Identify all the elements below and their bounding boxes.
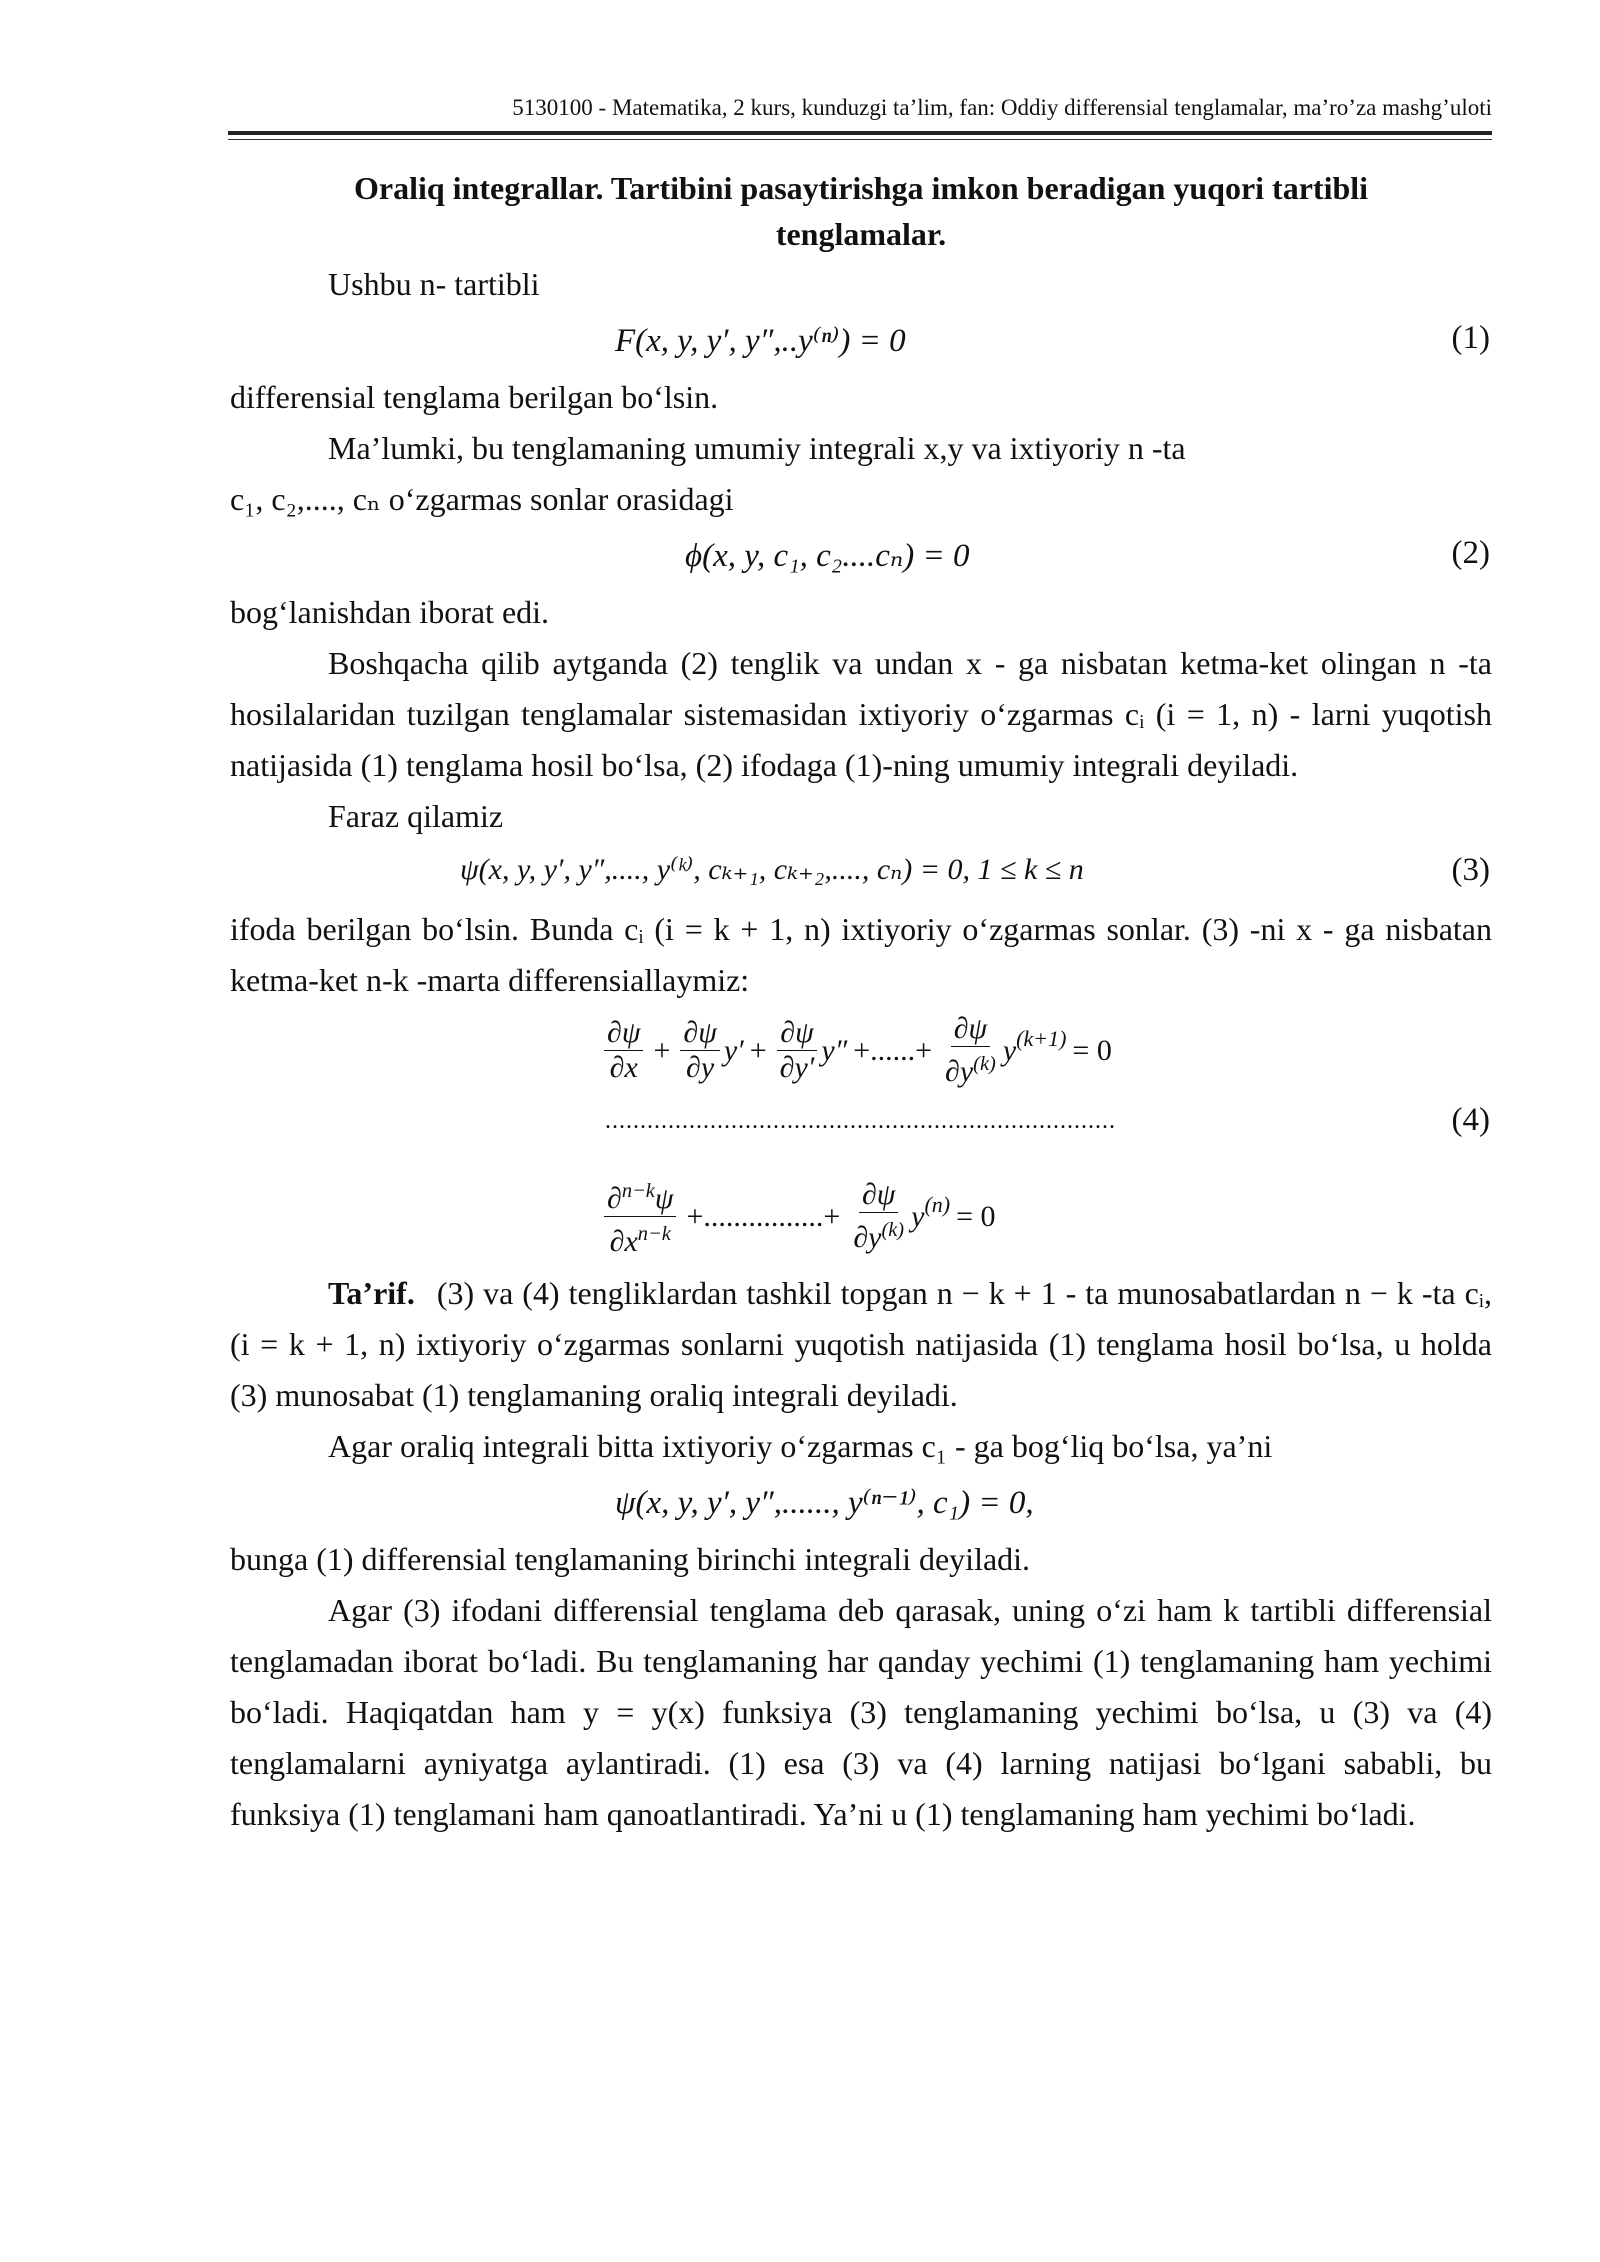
equation-1-formula: F(x, y, y′, y″,..y⁽ⁿ⁾) = 0 (615, 323, 906, 359)
paragraph-suppose: Faraz qilamiz (328, 798, 504, 834)
system-line-2: ......................................................................... (605, 1108, 1116, 1134)
paragraph-first-integral: Agar oraliq integrali bitta ixtiyoriy o‘zgarmas c₁ - ga bog‘liq bo‘lsa, ya’ni (328, 1428, 1273, 1464)
system-line-3: ∂$^{n-k}$ψ $\partial x^{n-k}$ +................+ $\frac{\partial\psi}{\partial y^{(k)}}$ $y^{(n)}$ = 0 (600, 1174, 1002, 1259)
section-title (230, 165, 1492, 257)
equation-1-number: (1) (1451, 320, 1490, 356)
title-line-2: tenglamalar. (775, 216, 947, 252)
equation-system-4 (230, 1006, 1492, 1268)
header-rule-thick (228, 131, 1492, 135)
equation-3-number: (3) (1451, 852, 1490, 888)
paragraph-relation: bog‘lanishdan iborat edi. (230, 594, 550, 630)
equation-3 (230, 842, 1492, 904)
header-rule-thin (228, 139, 1492, 140)
paragraph-constants: ifoda berilgan bo‘lsin. Bunda cᵢ (i = k + 1, n) ixtiyoriy o‘zgarmas sonlar. (3) -ni x - ga nisbatan ketma-ket n-k -marta differensiallaymiz: (230, 911, 1492, 998)
equation-3-formula: ψ(x, y, y′, y″,...., y⁽ᵏ⁾, cₖ₊₁, cₖ₊₂,...., cₙ) = 0, 1 ≤ k ≤ n (460, 853, 1084, 886)
paragraph-general-integral-b: c₁, c₂,...., cₙ o‘zgarmas sonlar orasidagi (230, 481, 734, 517)
document-body (230, 165, 1492, 1840)
definition-label: Ta’rif. (328, 1275, 415, 1311)
paragraph-first-integral-def: bunga (1) differensial tenglamaning birinchi integrali deyiladi. (230, 1541, 1031, 1577)
equation-1 (230, 310, 1492, 372)
equation-2-formula: ϕ(x, y, c₁, c₂....cₙ) = 0 (685, 538, 970, 574)
equation-5 (230, 1472, 1492, 1534)
paragraph-conclusion: Agar (3) ifodani differensial tenglama deb qarasak, uning o‘zi ham k tartibli differensial tenglamadan iborat bo‘ladi. Bu tenglamaning har qanday yechimi (1) tenglamaning ham yechimi bo‘ladi. Haqiqatdan ham y = y(x) funksiya (3) tenglamaning yechimi bo‘lsa, u (3) va (4) tenglamalarni ayniyatga aylantiradi. (1) esa (3) va (4) larning natijasi bo‘lgani sababli, bu funksiya (1) tenglamani ham qanoatlantiradi. Ya’ni u (1) tenglamaning ham yechimi bo‘ladi. (230, 1592, 1492, 1832)
equation-2 (230, 525, 1492, 587)
paragraph-definition (230, 1268, 1492, 1421)
title-line-1: Oraliq integrallar. Tartibini pasaytirishga imkon beradigan yuqori tartibli (353, 170, 1369, 206)
equation-5-formula: ψ(x, y, y′, y″,......, y⁽ⁿ⁻¹⁾, c₁) = 0, (615, 1485, 1034, 1521)
page-header: 5130100 - Matematika, 2 kurs, kunduzgi ta’lim, fan: Oddiy differensial tenglamalar, ma’ro’za mashg’uloti (512, 95, 1492, 120)
equation-2-number: (2) (1451, 535, 1490, 571)
definition-text: (3) va (4) tengliklardan tashkil topgan n − k + 1 - ta munosabatlardan n − k -ta cᵢ, (i = k + 1, n) ixtiyoriy o‘zgarmas sonlarni yuqotish natijasida (1) tenglama hosil bo‘lsa, u holda (3) munosabat (1) tenglamaning oraliq integrali deyiladi. (230, 1275, 1492, 1413)
paragraph-general-integral-a: Ma’lumki, bu tenglamaning umumiy integrali x,y va ixtiyoriy n -ta (328, 430, 1186, 466)
paragraph-intro: Ushbu n- tartibli (328, 266, 540, 302)
paragraph-given: differensial tenglama berilgan bo‘lsin. (230, 379, 719, 415)
system-line-1: ∂ψ ∂x + $\frac{\partial\psi}{\partial y}$ y′ + $\frac{\partial\psi}{\partial y'}$ y″ +......+ $\frac{\partial\psi}{\partial y^{(k)}}$ $y^{(k+1)}$ = 0 (600, 1012, 1118, 1089)
equation-4-number: (4) (1451, 1102, 1490, 1138)
paragraph-otherwise: Boshqacha qilib aytganda (2) tenglik va undan x - ga nisbatan ketma-ket olingan n -ta hosilalaridan tuzilgan tenglamalar sistemasidan ixtiyoriy o‘zgarmas cᵢ (i = 1, n) - larni yuqotish natijasida (1) tenglama hosil bo‘lsa, (2) ifodaga (1)-ning umumiy integrali deyiladi. (230, 645, 1492, 783)
